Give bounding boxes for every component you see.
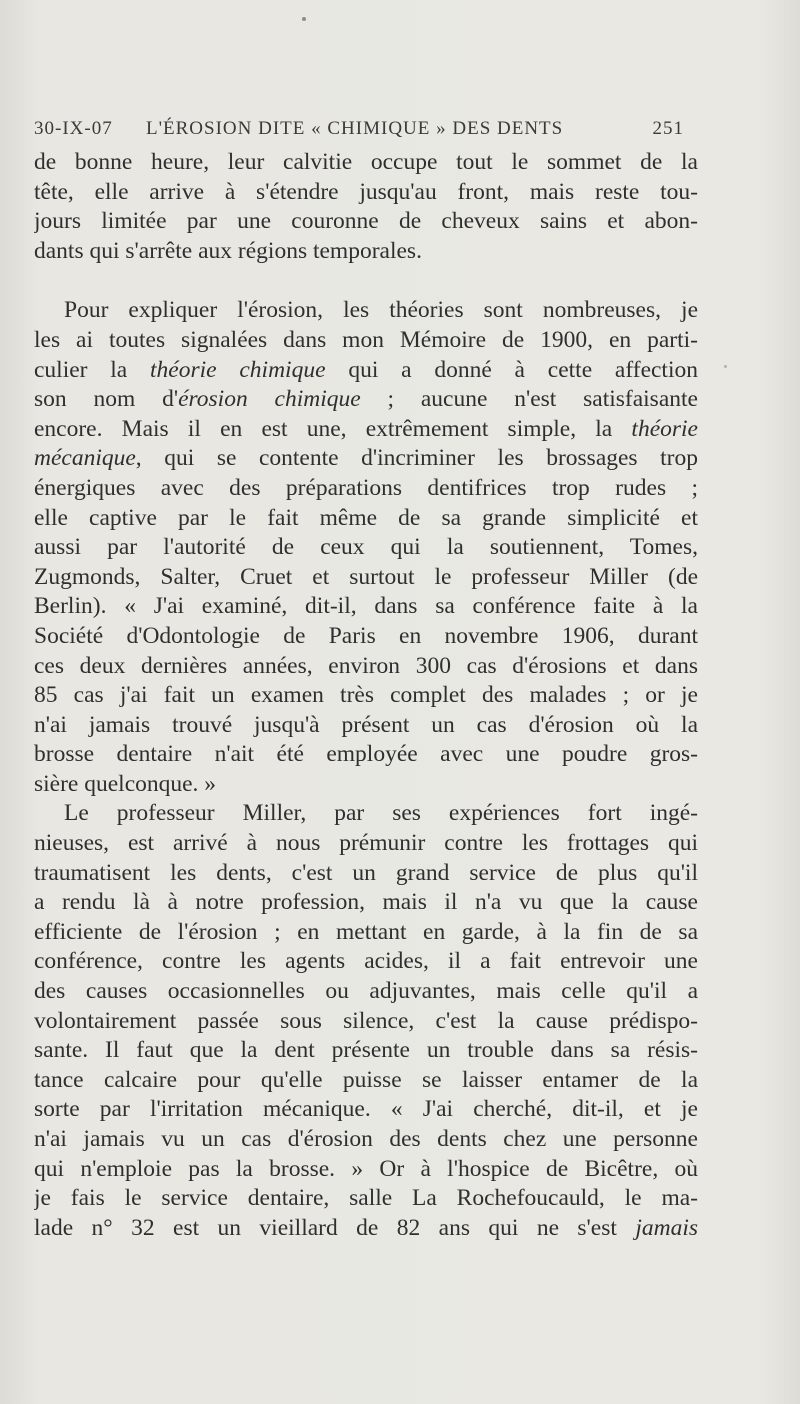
running-head-date: 30-IX-07: [34, 118, 113, 139]
text-line: tance calcaire pour qu'elle puisse se laisser entamer de la: [34, 1066, 698, 1093]
text-line: culier la théorie chimique qui a donné à cette affection: [34, 356, 698, 383]
text-line: 85 cas j'ai fait un examen très complet des malades ; or je: [34, 682, 698, 709]
text-line: traumatisent les dents, c'est un grand service de plus qu'il: [34, 859, 698, 886]
text-line: n'ai jamais vu un cas d'érosion des dents chez une personne: [34, 1126, 698, 1152]
text-line: tête, elle arrive à s'étendre jusqu'au front, mais reste tou-: [34, 178, 698, 205]
text-line: les ai toutes signalées dans mon Mémoire de 1900, en parti-: [34, 326, 698, 353]
text-line: nieuses, est arrivé à nous prémunir contre les frottages qui: [34, 830, 698, 857]
text-line: de bonne heure, leur calvitie occupe tout le sommet de la: [34, 149, 698, 175]
text-line: volontairement passée sous silence, c'est la cause prédispo-: [34, 1007, 698, 1034]
italic-term: théorie: [631, 415, 698, 442]
paragraph: [34, 296, 698, 799]
text-line: des causes occasionnelles ou adjuvantes, mais celle qu'il a: [34, 978, 698, 1005]
italic-term: jamais: [635, 1214, 698, 1241]
text-line: Zugmonds, Salter, Cruet et surtout le professeur Miller (de: [34, 563, 698, 590]
text-line: brosse dentaire n'ait été employée avec une poudre gros-: [34, 741, 698, 768]
text-line: mécanique, qui se contente d'incriminer les brossages trop: [34, 445, 698, 472]
text-line: sorte par l'irritation mécanique. « J'ai cherché, dit-il, et je: [34, 1096, 698, 1123]
page-speck: [302, 17, 306, 21]
page-speck: [724, 365, 727, 368]
paragraph: [34, 799, 698, 1243]
running-head: [34, 118, 684, 144]
paragraph: [34, 148, 698, 266]
text-line: a rendu là à notre profession, mais il n'a vu que la cause: [34, 889, 698, 916]
page-number: 251: [652, 118, 684, 139]
text-line: dants qui s'arrête aux régions temporales.: [34, 237, 422, 264]
body-text: [34, 148, 698, 1243]
text-line: je fais le service dentaire, salle La Rochefoucauld, le ma-: [34, 1185, 698, 1212]
italic-term: théorie chimique: [150, 356, 326, 383]
text-line: Berlin). « J'ai examiné, dit-il, dans sa conférence faite à la: [34, 593, 698, 620]
text-line: jours limitée par une couronne de cheveux sains et abon-: [34, 208, 698, 235]
text-line: efficiente de l'érosion ; en mettant en garde, à la fin de sa: [34, 918, 698, 945]
text-line: son nom d'érosion chimique ; aucune n'est satisfaisante: [34, 386, 698, 413]
text-line: elle captive par le fait même de sa grande simplicité et: [34, 504, 698, 531]
paragraph-gap: [34, 266, 698, 296]
italic-term: érosion chimique: [178, 386, 361, 413]
italic-term: mécanique: [34, 445, 136, 472]
text-line: énergiques avec des préparations dentifrices trop rudes ;: [34, 474, 698, 501]
text-line: sière quelconque. »: [34, 770, 217, 797]
text-line: aussi par l'autorité de ceux qui la soutiennent, Tomes,: [34, 534, 698, 561]
running-head-title: L'ÉROSION DITE « CHIMIQUE » DES DENTS: [146, 118, 564, 139]
text-line: conférence, contre les agents acides, il a fait entrevoir une: [34, 948, 698, 975]
text-line: qui n'emploie pas la brosse. » Or à l'hospice de Bicêtre, où: [34, 1155, 698, 1182]
text-line: Société d'Odontologie de Paris en novembre 1906, durant: [34, 622, 698, 649]
text-line: Le professeur Miller, par ses expériences fort ingé-: [64, 800, 698, 827]
text-line: ces deux dernières années, environ 300 cas d'érosions et dans: [34, 652, 698, 679]
text-line: encore. Mais il en est une, extrêmement simple, la théorie: [34, 415, 698, 442]
text-line: lade n° 32 est un vieillard de 82 ans qui ne s'est jamais: [34, 1214, 698, 1241]
text-line: sante. Il faut que la dent présente un trouble dans sa résis-: [34, 1037, 698, 1064]
text-line: n'ai jamais trouvé jusqu'à présent un cas d'érosion où la: [34, 711, 698, 738]
text-line: Pour expliquer l'érosion, les théories sont nombreuses, je: [64, 297, 698, 324]
